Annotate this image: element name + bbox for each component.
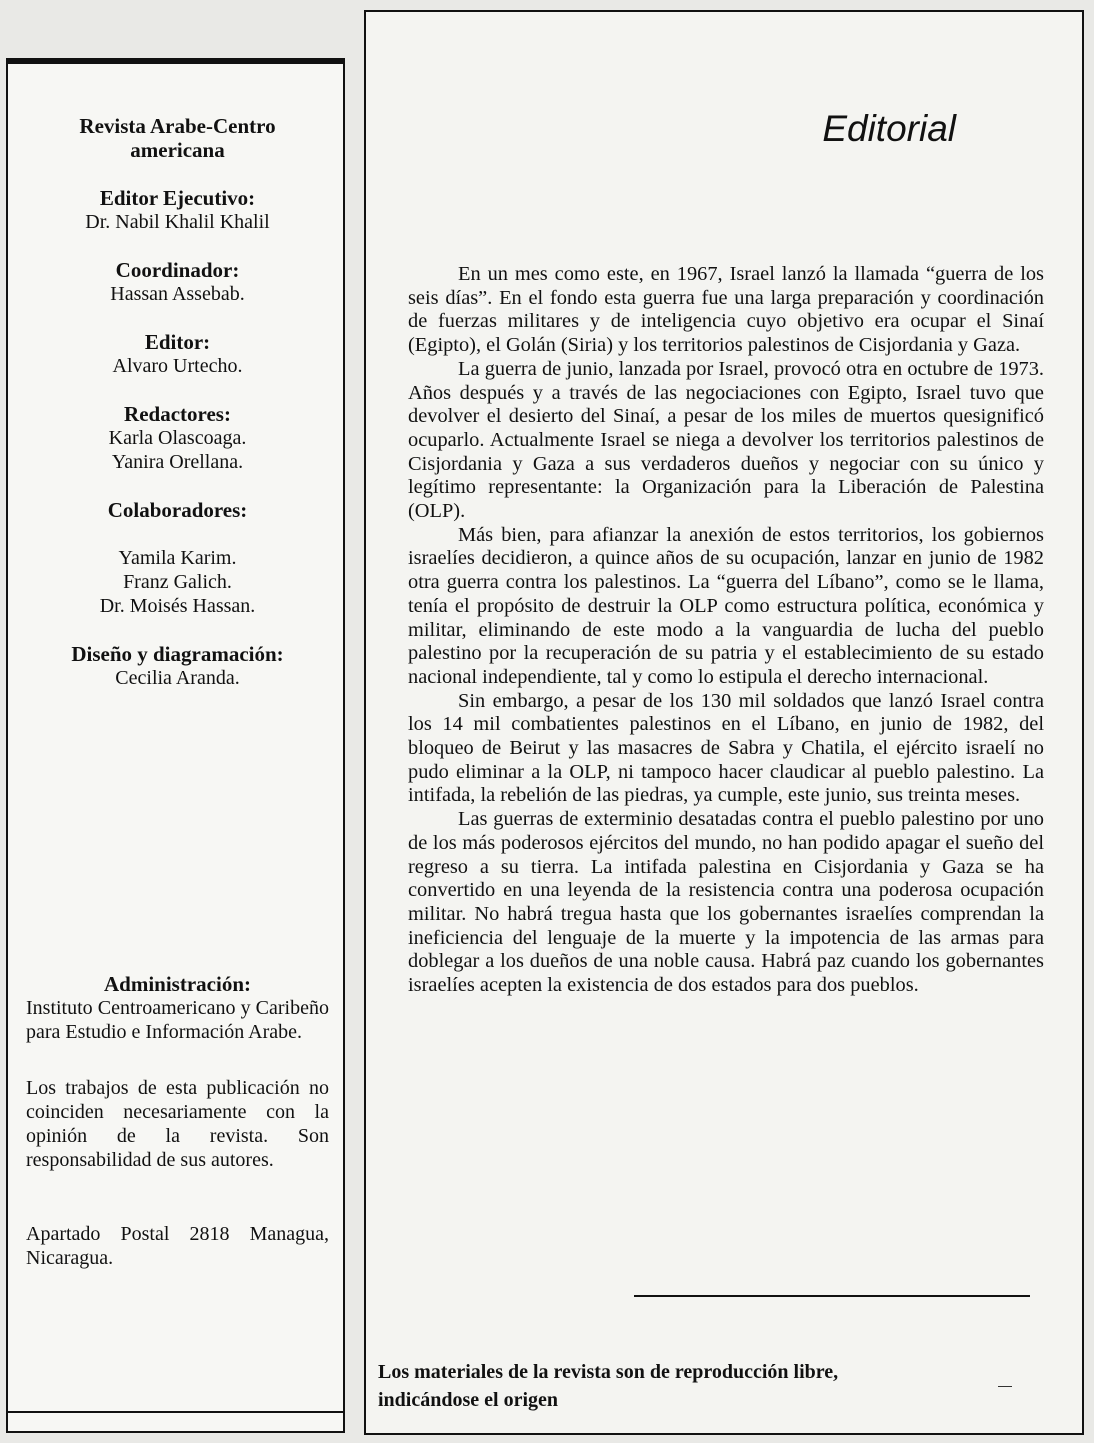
disclaimer-text: Los trabajos de esta publicación no coinciden necesariamente con la opinión de la revista. Son responsabilidad de sus autores.	[26, 1077, 329, 1171]
paragraph: En un mes como este, en 1967, Israel lanzó la llamada “guerra de los seis días”. En el fondo esta guerra fue una larga preparación y coordinación de fuerzas militares y de inteligencia cuyo objetivo era ocupar el Sinaí (Egipto), el Golán (Siria) y los territorios palestinos de Cisjordania y Gaza.	[408, 263, 1044, 357]
editorial-title: Editorial	[822, 108, 956, 149]
credit-editor-ejecutivo	[26, 186, 329, 234]
masthead-bottom-rule	[8, 1411, 343, 1413]
decorative-dash	[998, 1386, 1012, 1387]
administration-text: Instituto Centroamericano y Caribeño para Estudio e Información Arabe.	[26, 997, 329, 1043]
masthead-content	[26, 114, 329, 1270]
credit-editor	[26, 330, 329, 378]
editorial-panel	[364, 10, 1084, 1435]
credit-label: Editor Ejecutivo:	[99, 186, 256, 210]
credit-coordinador	[26, 258, 329, 306]
reproduction-note-line2: indicándose el origen	[378, 1389, 559, 1411]
credit-name: Yanira Orellana.	[111, 451, 244, 473]
reproduction-note	[378, 1358, 978, 1414]
reproduction-note-line1: Los materiales de la revista son de reproducción libre,	[378, 1361, 839, 1383]
paragraph: Las guerras de exterminio desatadas contra el pueblo palestino por uno de los más poderosos ejércitos del mundo, no han podido apagar el sueño del regreso a su tierra. La intifada palestina en Cisjordania y Gaza se ha convertido en una leyenda de la resistencia contra una poderosa ocupación militar. No habrá tregua hasta que los gobernantes israelíes comprendan la ineficiencia del lenguaje de la muerte y la impotencia de las armas para doblegar a los dueños de una noble causa. Habrá paz cuando los gobernantes israelíes acepten la existencia de dos estados para dos pueblos.	[408, 808, 1044, 997]
credit-colaboradores	[26, 498, 329, 618]
paragraph: Más bien, para afianzar la anexión de estos territorios, los gobiernos israelíes decidieron, a quince años de su ocupación, lanzar en junio de 1982 otra guerra contra los palestinos. La “guerra del Líbano”, como se le llama, tenía el propósito de destruir la OLP como estructura política, económica y militar, eliminando de este modo a la vanguardia de lucha del pueblo palestino por la recuperación de su patria y el establecimiento de su estado nacional independiente, tal y como lo estipula el derecho internacional.	[408, 523, 1044, 688]
magazine-title-line2: americana	[130, 138, 225, 162]
credit-label: Diseño y diagramación:	[71, 642, 284, 666]
administration-label	[26, 972, 329, 996]
credit-name: Franz Galich.	[123, 571, 232, 593]
editorial-body	[408, 263, 1044, 998]
credit-name: Karla Olascoaga.	[108, 427, 247, 449]
credit-label: Colaboradores:	[107, 498, 248, 522]
credit-label: Redactores:	[124, 402, 231, 426]
credit-label: Coordinador:	[115, 258, 240, 282]
masthead-panel	[6, 58, 345, 1433]
postal-address: Apartado Postal 2818 Managua, Nicaragua.	[26, 1223, 329, 1269]
paragraph: La guerra de junio, lanzada por Israel, provocó otra en octubre de 1973. Años después y a través de las negociaciones con Egipto, Israel tuvo que devolver el desierto del Sinaí, a pesar de los miles de muertos quesignificó ocuparlo. Actualmente Israel se niega a devolver los territorios palestinos de Cisjordania y Gaza a sus verdaderos dueños y negociar con su único y legítimo representante: la Organización para la Liberación de Palestina (OLP).	[408, 357, 1044, 523]
magazine-title	[26, 114, 329, 162]
credit-name: Dr. Moisés Hassan.	[99, 595, 256, 617]
credit-redactores	[26, 402, 329, 474]
credit-name: Hassan Assebab.	[110, 283, 245, 305]
administration-heading: Administración:	[104, 972, 251, 996]
magazine-title-line1: Revista Arabe-Centro	[79, 114, 276, 138]
credit-name: Dr. Nabil Khalil Khalil	[85, 211, 270, 233]
paragraph: Sin embargo, a pesar de los 130 mil soldados que lanzó Israel contra los 14 mil combatientes palestinos en el Líbano, en junio de 1982, del bloqueo de Beirut y las masacres de Sabra y Chatila, el ejército israelí no pudo eliminar a la OLP, ni tampoco hacer claudicar al pueblo palestino. La intifada, la rebelión de las piedras, ya cumple, este junio, sus treinta meses.	[408, 689, 1044, 807]
signature-line	[634, 1295, 1030, 1297]
credit-name: Yamila Karim.	[118, 547, 237, 569]
credit-name: Alvaro Urtecho.	[112, 355, 243, 377]
credit-name: Cecilia Aranda.	[115, 667, 240, 689]
credit-label: Editor:	[144, 330, 211, 354]
credit-diseno	[26, 642, 329, 690]
